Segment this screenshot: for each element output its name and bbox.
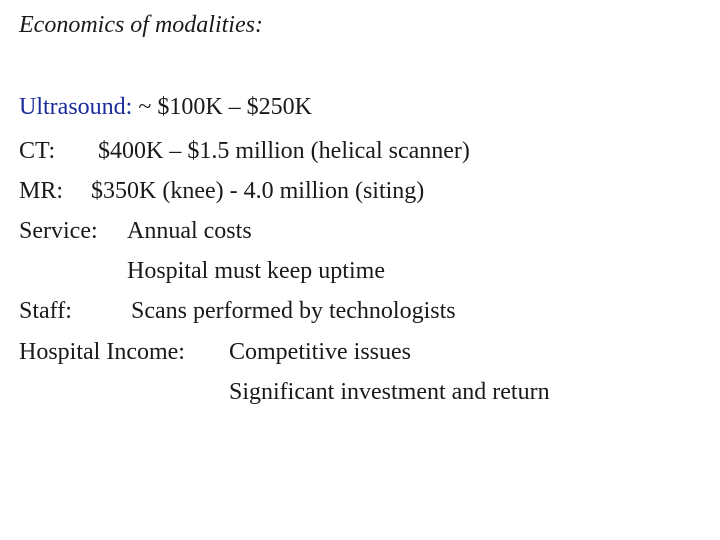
service-continuation-line: [127, 256, 385, 286]
income-text-line: [229, 337, 411, 367]
service-label: Service:: [19, 218, 98, 244]
ct-cost-line: [98, 136, 470, 166]
service-text: Annual costs: [127, 218, 252, 244]
income-continuation-line: [229, 377, 550, 407]
mr-label: MR:: [19, 178, 64, 204]
mr-line: [19, 176, 63, 206]
service-continuation: Hospital must keep uptime: [127, 258, 385, 284]
mr-cost-line: [91, 176, 424, 206]
staff-text-line: [131, 296, 456, 326]
staff-label: Staff:: [19, 298, 72, 324]
mr-cost: $350K (knee) - 4.0 million (siting): [91, 178, 425, 204]
ct-label: CT:: [19, 138, 56, 164]
income-label: Hospital Income:: [19, 339, 185, 365]
service-text-line: [127, 216, 252, 246]
income-continuation: Significant investment and return: [229, 379, 550, 405]
ultrasound-line: [19, 92, 312, 122]
staff-line: [19, 296, 72, 326]
service-line: [19, 216, 98, 246]
ultrasound-cost: ~ $100K – $250K: [132, 94, 312, 120]
income-line: [19, 337, 185, 367]
staff-text: Scans performed by technologists: [131, 298, 456, 324]
ct-line: [19, 136, 55, 166]
ct-cost: $400K – $1.5 million (helical scanner): [98, 138, 470, 164]
ultrasound-label: Ultrasound:: [19, 94, 133, 120]
income-text: Competitive issues: [229, 339, 411, 365]
slide-title: Economics of modalities:: [19, 12, 263, 38]
